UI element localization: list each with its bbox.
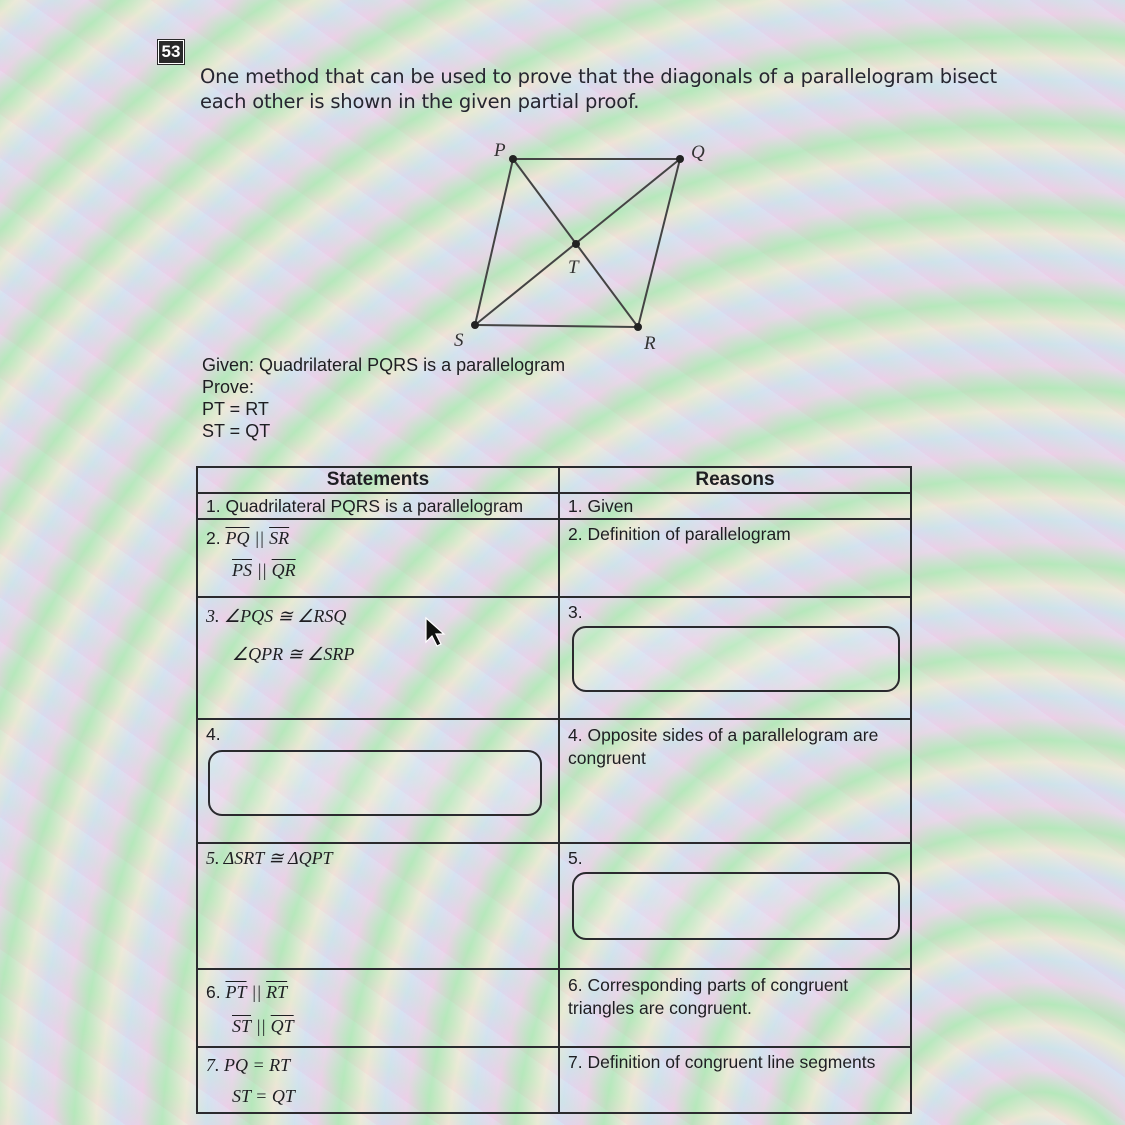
statement-2 (198, 520, 558, 596)
statement-4 (198, 720, 558, 842)
reason-5-num: 5. (568, 848, 583, 868)
prove-line-1: PT = RT (202, 399, 269, 419)
statement-5: 5. ΔSRT ≅ ΔQPT (206, 848, 333, 868)
segment-ps: $\overline{PS}$ (232, 560, 252, 580)
proof-row-3 (197, 597, 911, 719)
statement-2-num: 2. (206, 528, 221, 548)
segment-st: $\overline{ST}$ (232, 1016, 252, 1036)
statement-7-line-2: ST = QT (232, 1086, 295, 1106)
prove-label: Prove: (202, 377, 255, 397)
label-p: P (494, 140, 506, 161)
statement-6 (198, 970, 558, 1046)
reason-1: 1. Given (568, 496, 634, 516)
label-r: R (644, 333, 656, 354)
point-t (572, 240, 580, 248)
reason-2: 2. Definition of parallelogram (568, 524, 791, 544)
parallel-symbol: || (254, 528, 265, 548)
proof-row-5 (197, 843, 911, 969)
reason-4: 4. Opposite sides of a parallelogram are congruent (568, 725, 879, 768)
question-text: One method that can be used to prove that the diagonals of a parallelogram bisect each other is shown in the given partial proof. (200, 65, 997, 113)
proof-table (196, 466, 912, 1114)
reason-7: 7. Definition of congruent line segments (568, 1052, 876, 1072)
statement-7 (198, 1048, 558, 1112)
reason-3-num: 3. (568, 602, 583, 622)
statement-3 (198, 598, 558, 718)
reason-5 (560, 844, 910, 968)
proof-row-1 (197, 493, 911, 519)
point-r (634, 323, 642, 331)
question-number: 53 (158, 40, 184, 64)
segment-pq: $\overline{PQ}$ (225, 528, 250, 548)
segment-rt: $\overline{RT}$ (266, 982, 288, 1002)
segment-qt: $\overline{QT}$ (270, 1016, 294, 1036)
statement-1: 1. Quadrilateral PQRS is a parallelogram (206, 496, 524, 516)
parallel-symbol: || (256, 560, 267, 580)
label-q: Q (691, 142, 705, 163)
parallelogram-diagram (440, 130, 740, 360)
segment-qr: $\overline{QR}$ (271, 560, 296, 580)
side-rs (475, 325, 638, 327)
side-qr (638, 159, 680, 327)
point-s (471, 321, 479, 329)
proof-row-2 (197, 519, 911, 597)
prove-line-2: ST = QT (202, 421, 271, 441)
statement-4-answer-box[interactable] (208, 750, 542, 816)
reason-6: 6. Corresponding parts of congruent triangles are congruent. (568, 975, 849, 1018)
segment-pt: $\overline{PT}$ (225, 982, 247, 1002)
statement-6-num: 6. (206, 982, 221, 1002)
reason-5-answer-box[interactable] (572, 872, 900, 940)
statement-3-line-1: 3. ∠PQS ≅ ∠RSQ (206, 606, 347, 626)
proof-row-6 (197, 969, 911, 1047)
mouse-cursor-icon (424, 616, 446, 648)
proof-row-7 (197, 1047, 911, 1113)
reasons-header: Reasons (559, 467, 911, 493)
proof-header-row (197, 467, 911, 493)
label-t: T (568, 257, 579, 278)
reason-3 (560, 598, 910, 718)
point-q (676, 155, 684, 163)
given-line: Given: Quadrilateral PQRS is a parallelogram (202, 355, 566, 375)
point-p (509, 155, 517, 163)
statement-4-num: 4. (206, 724, 221, 744)
parallel-symbol: || (251, 982, 262, 1002)
label-s: S (454, 330, 464, 351)
proof-row-4 (197, 719, 911, 843)
parallel-symbol: || (255, 1016, 266, 1036)
reason-3-answer-box[interactable] (572, 626, 900, 692)
given-prove-block (202, 354, 565, 442)
segment-sr: $\overline{SR}$ (269, 528, 290, 548)
statements-header: Statements (197, 467, 559, 493)
statement-3-line-2: ∠QPR ≅ ∠SRP (232, 644, 355, 664)
statement-7-line-1: 7. PQ = RT (206, 1055, 291, 1075)
